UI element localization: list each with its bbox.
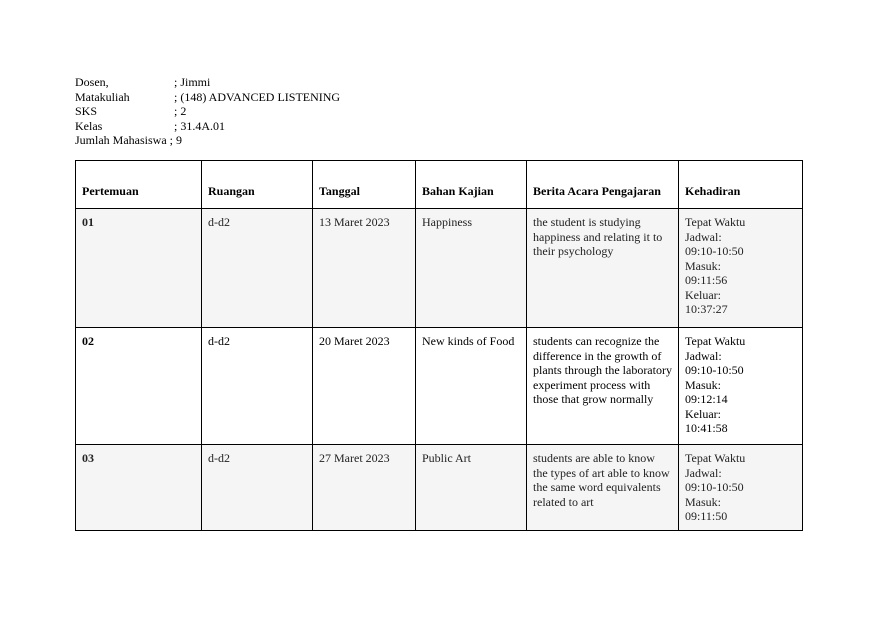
cell-tanggal: 13 Maret 2023 bbox=[313, 209, 416, 328]
table-row bbox=[76, 209, 803, 328]
cell-tanggal: 27 Maret 2023 bbox=[313, 445, 416, 531]
kehadiran-keluar-label: Keluar: bbox=[685, 287, 721, 302]
cell-bahan-kajian: Public Art bbox=[416, 445, 527, 531]
kehadiran-status: Tepat Waktu bbox=[685, 451, 746, 465]
header-tanggal: Tanggal bbox=[313, 161, 416, 209]
cell-pertemuan: 01 bbox=[76, 209, 202, 328]
info-row-kelas bbox=[75, 119, 340, 134]
cell-kehadiran bbox=[679, 445, 803, 531]
dosen-label: Dosen, bbox=[75, 75, 109, 89]
kehadiran-masuk-value: 09:12:14 bbox=[685, 392, 728, 406]
cell-ruangan: d-d2 bbox=[202, 445, 313, 531]
kehadiran-jadwal-value: 09:10-10:50 bbox=[685, 363, 744, 377]
kelas-label: Kelas bbox=[75, 118, 103, 133]
cell-ruangan: d-d2 bbox=[202, 328, 313, 445]
kehadiran-status: Tepat Waktu bbox=[685, 334, 746, 348]
info-row-jumlah bbox=[75, 133, 340, 148]
cell-bahan-kajian: New kinds of Food bbox=[416, 328, 527, 445]
kehadiran-jadwal-value: 09:10-10:50 bbox=[685, 244, 744, 258]
table-header-row bbox=[76, 161, 803, 209]
sks-value: ; 2 bbox=[174, 104, 187, 118]
dosen-value: ; Jimmi bbox=[174, 75, 211, 89]
cell-bahan-kajian: Happiness bbox=[416, 209, 527, 328]
kehadiran-keluar-value: 10:37:27 bbox=[685, 302, 728, 316]
cell-berita-acara: students can recognize the difference in the growth of plants through the laboratory experiment process with those that grow normally bbox=[527, 328, 679, 445]
header-berita-acara: Berita Acara Pengajaran bbox=[527, 161, 679, 209]
kehadiran-jadwal-label: Jadwal: bbox=[685, 229, 722, 244]
kehadiran-status: Tepat Waktu bbox=[685, 215, 746, 229]
jumlah-value: ; 9 bbox=[169, 133, 182, 147]
cell-pertemuan: 02 bbox=[76, 328, 202, 445]
kehadiran-masuk-value: 09:11:56 bbox=[685, 273, 728, 287]
table-row bbox=[76, 328, 803, 445]
info-row-dosen bbox=[75, 75, 340, 90]
kehadiran-masuk-label: Masuk: bbox=[685, 377, 721, 392]
kehadiran-jadwal-value: 09:10-10:50 bbox=[685, 480, 744, 494]
kehadiran-jadwal-label: Jadwal: bbox=[685, 465, 722, 480]
kehadiran-masuk-label: Masuk: bbox=[685, 258, 721, 273]
matakuliah-value: ; (148) ADVANCED LISTENING bbox=[174, 89, 341, 104]
kehadiran-keluar-value: 10:41:58 bbox=[685, 421, 728, 435]
cell-berita-acara: the student is studying happiness and relating it to their psychology bbox=[527, 209, 679, 328]
cell-pertemuan: 03 bbox=[76, 445, 202, 531]
kehadiran-keluar-label: Keluar: bbox=[685, 406, 721, 421]
info-row-matakuliah bbox=[75, 90, 340, 105]
kehadiran-masuk-value: 09:11:50 bbox=[685, 509, 728, 523]
sks-label: SKS bbox=[75, 104, 98, 118]
cell-kehadiran bbox=[679, 328, 803, 445]
kehadiran-masuk-label: Masuk: bbox=[685, 494, 721, 509]
table-row bbox=[76, 445, 803, 531]
info-row-sks bbox=[75, 104, 340, 119]
jumlah-label: Jumlah Mahasiswa bbox=[75, 133, 167, 147]
attendance-table bbox=[75, 160, 803, 531]
header-bahan-kajian: Bahan Kajian bbox=[416, 161, 527, 209]
cell-kehadiran bbox=[679, 209, 803, 328]
header-ruangan: Ruangan bbox=[202, 161, 313, 209]
header-kehadiran: Kehadiran bbox=[679, 161, 803, 209]
cell-tanggal: 20 Maret 2023 bbox=[313, 328, 416, 445]
cell-berita-acara: students are able to know the types of art able to know the same word equivalents related to art bbox=[527, 445, 679, 531]
course-info bbox=[75, 75, 340, 148]
header-pertemuan: Pertemuan bbox=[76, 161, 202, 209]
kelas-value: ; 31.4A.01 bbox=[174, 118, 225, 133]
matakuliah-label: Matakuliah bbox=[75, 89, 130, 104]
cell-ruangan: d-d2 bbox=[202, 209, 313, 328]
kehadiran-jadwal-label: Jadwal: bbox=[685, 348, 722, 363]
